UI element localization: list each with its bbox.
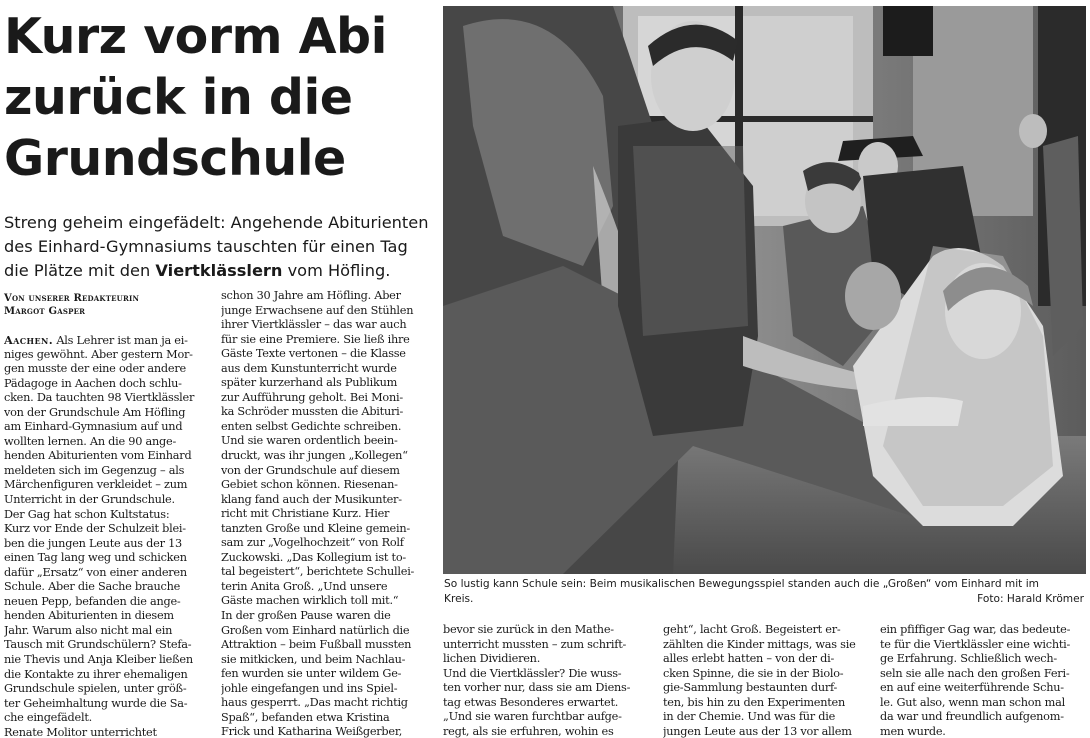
headline-line-2: zurück in die [4, 69, 353, 126]
article-line: klang fand auch der Musikunter- [221, 492, 402, 506]
article-line: Kurz vor Ende der Schulzeit blei- [4, 522, 186, 536]
article-line: le. Gut also, wenn man schon mal [880, 695, 1065, 709]
article-line: Gäste Texte vertonen – die Klasse [221, 347, 406, 361]
article-line: Zuckowski. „Das Kollegium ist to- [221, 550, 406, 564]
article-line: meldeten sich im Gegenzug – als [4, 463, 185, 477]
article-line: sie mitkicken, und beim Nachlau- [221, 652, 406, 666]
deck-line-3-end: vom Höfling. [282, 261, 391, 280]
article-line: Spaß“, befanden etwa Kristina [221, 710, 390, 724]
article-column-3 [443, 623, 653, 738]
deck-line-3-start: die Plätze mit den [4, 261, 156, 280]
deck-line-1: Streng geheim eingefädelt: Angehende Abiturienten [4, 213, 429, 232]
byline-author: Margot Gasper [4, 306, 86, 317]
article-line: ihrer Viertklässler – das war auch [221, 318, 407, 332]
article-line: geht“, lacht Groß. Begeistert er- [663, 623, 841, 636]
article-line: ten vorher nur, dass sie am Diens- [443, 681, 631, 695]
article-line: men wurde. [880, 724, 946, 738]
article-line: cken Spinne, die sie in der Biolo- [663, 666, 844, 680]
dateline: Aachen. [4, 333, 54, 347]
article-line: tal begeistert“, berichtete Schullei- [221, 565, 415, 579]
deck-line-2: des Einhard-Gymnasiums tauschten für einen Tag [4, 237, 408, 256]
photo-caption [444, 577, 1084, 606]
article-line: henden Abiturienten vom Einhard [4, 449, 192, 463]
article-line: für sie eine Premiere. Sie ließ ihre [221, 332, 410, 346]
article-line: Unterricht in der Grundschule. [4, 493, 175, 507]
article-line: Großen vom Einhard natürlich die [221, 623, 410, 637]
article-line: Frick und Katharina Weißgerber, [221, 725, 403, 738]
article-line: schon 30 Jahre am Höfling. Aber [221, 289, 401, 302]
article-photo [443, 6, 1086, 574]
article-line: zur Aufführung geholt. Bei Moni- [221, 390, 403, 404]
article-line: en auf eine weiterführende Schu- [880, 681, 1064, 695]
article-column-2 [221, 289, 435, 738]
article-line: zählten die Kinder mittags, was sie [663, 637, 856, 651]
article-line: richt mit Christiane Kurz. Hier [221, 507, 390, 521]
article-line: terin Anita Groß. „Und unsere [221, 579, 388, 593]
article-line: Tausch mit Grundschülern? Stefa- [4, 638, 192, 652]
article-line: später kurzerhand als Publikum [221, 376, 398, 390]
article-line: fen wurden sie unter wildem Ge- [221, 667, 402, 681]
article-column-5 [880, 623, 1088, 738]
article-line: alles erlebt hatten – von der di- [663, 652, 835, 666]
article-line: Der Gag hat schon Kultstatus: [4, 507, 170, 521]
article-line: Grundschule spielen, unter größ- [4, 682, 187, 696]
headline [4, 6, 434, 189]
byline [4, 292, 214, 318]
article-line: ein pfiffiger Gag war, das bedeute- [880, 623, 1071, 636]
article-line: ten, bis hin zu den Experimenten [663, 695, 845, 709]
article-line: ka Schröder mussten die Abituri- [221, 405, 404, 419]
article-line: Und die Viertklässler? Die wuss- [443, 666, 622, 680]
article-line [4, 333, 214, 348]
article-line: haus gesperrt. „Das macht richtig [221, 696, 408, 710]
article-line: Märchenfiguren verkleidet – zum [4, 478, 188, 492]
article-line: bevor sie zurück in den Mathe- [443, 623, 614, 636]
article-line: Pädagoge in Aachen doch schlu- [4, 376, 182, 390]
article-line: von der Grundschule Am Höfling [4, 405, 186, 419]
headline-line-3: Grundschule [4, 130, 346, 187]
article-line: Schule. Aber die Sache brauche [4, 580, 181, 594]
deck-subheadline [4, 211, 436, 283]
article-line-text: Als Lehrer ist man ja ei- [53, 334, 188, 347]
article-line: ge Erfahrung. Schließlich wech- [880, 652, 1057, 666]
article-line: in der Chemie. Und was für die [663, 710, 836, 724]
article-line: die Kontakte zu ihrer ehemaligen [4, 667, 188, 681]
article-line: lichen Dividieren. [443, 652, 541, 666]
caption-line-2: Kreis. [444, 592, 474, 605]
caption-line-1: So lustig kann Schule sein: Beim musikalischen Bewegungsspiel standen auch die „Großen“ vom Einhard mit im [444, 578, 1039, 590]
article-line: niges gewöhnt. Aber gestern Mor- [4, 347, 193, 361]
article-line: johle eingefangen und ins Spiel- [221, 681, 398, 695]
article-line: Und sie waren ordentlich beein- [221, 434, 398, 448]
article-line: unterricht mussten – zum schrift- [443, 637, 627, 651]
article-line: aus dem Kunstunterricht wurde [221, 361, 397, 375]
article-line: Attraktion – beim Fußball mussten [221, 638, 412, 652]
byline-role: Von unserer Redakteurin [4, 293, 140, 304]
article-line: sam zur „Vogelhochzeit“ von Rolf [221, 536, 404, 550]
article-line: einen Tag lang weg und schicken [4, 551, 187, 565]
article-line: Renate Molitor unterrichtet [4, 725, 157, 738]
article-line: gen musste der eine oder andere [4, 362, 186, 376]
article-line: junge Erwachsene auf den Stühlen [221, 303, 414, 317]
article-line: tanzten Große und Kleine gemein- [221, 521, 410, 535]
article-line: „Und sie waren furchtbar aufge- [443, 710, 622, 724]
article-line: am Einhard-Gymnasium auf und [4, 420, 183, 434]
article-line: neuen Pepp, befanden die ange- [4, 594, 181, 608]
article-line: Jahr. Warum also nicht mal ein [4, 623, 173, 637]
photo-credit: Foto: Harald Krömer [977, 592, 1084, 605]
article-line: tag etwas Besonderes erwartet. [443, 695, 619, 709]
article-line: cken. Da tauchten 98 Viertklässler [4, 391, 195, 405]
deck-emphasis: Viertklässlern [155, 261, 283, 280]
article-line: dafür „Ersatz“ von einer anderen [4, 565, 187, 579]
article-line: regt, als sie erfuhren, wohin es [443, 724, 614, 738]
article-line: henden Abiturienten in diesem [4, 609, 174, 623]
article-line: nie Thevis und Anja Kleiber ließen [4, 653, 193, 667]
article-line: wollten lernen. An die 90 ange- [4, 434, 177, 448]
article-line: jungen Leute aus der 13 vor allem [663, 724, 852, 738]
article-line: da war und freundlich aufgenom- [880, 710, 1064, 724]
article-line: Gäste machen wirklich toll mit.“ [221, 594, 399, 608]
article-line: druckt, was ihr jungen „Kollegen“ [221, 449, 408, 463]
article-line: In der großen Pause waren die [221, 609, 391, 623]
headline-line-1: Kurz vorm Abi [4, 8, 387, 65]
article-line: ter Geheimhaltung wurde die Sa- [4, 696, 188, 710]
article-line: ben die jungen Leute aus der 13 [4, 536, 182, 550]
article-line: gie-Sammlung bestaunten durf- [663, 681, 838, 695]
article-line: te für die Viertklässler eine wichti- [880, 637, 1071, 651]
article-line: seln sie alle nach den großen Feri- [880, 666, 1070, 680]
deck-line-3 [4, 259, 436, 283]
article-line: enten selbst Gedichte schreiben. [221, 419, 402, 433]
article-line: che eingefädelt. [4, 711, 92, 725]
article-column-1 [4, 333, 214, 738]
article-line: Gebiet schon können. Riesenan- [221, 478, 398, 492]
article-column-4 [663, 623, 871, 738]
article-line: von der Grundschule auf diesem [221, 463, 400, 477]
